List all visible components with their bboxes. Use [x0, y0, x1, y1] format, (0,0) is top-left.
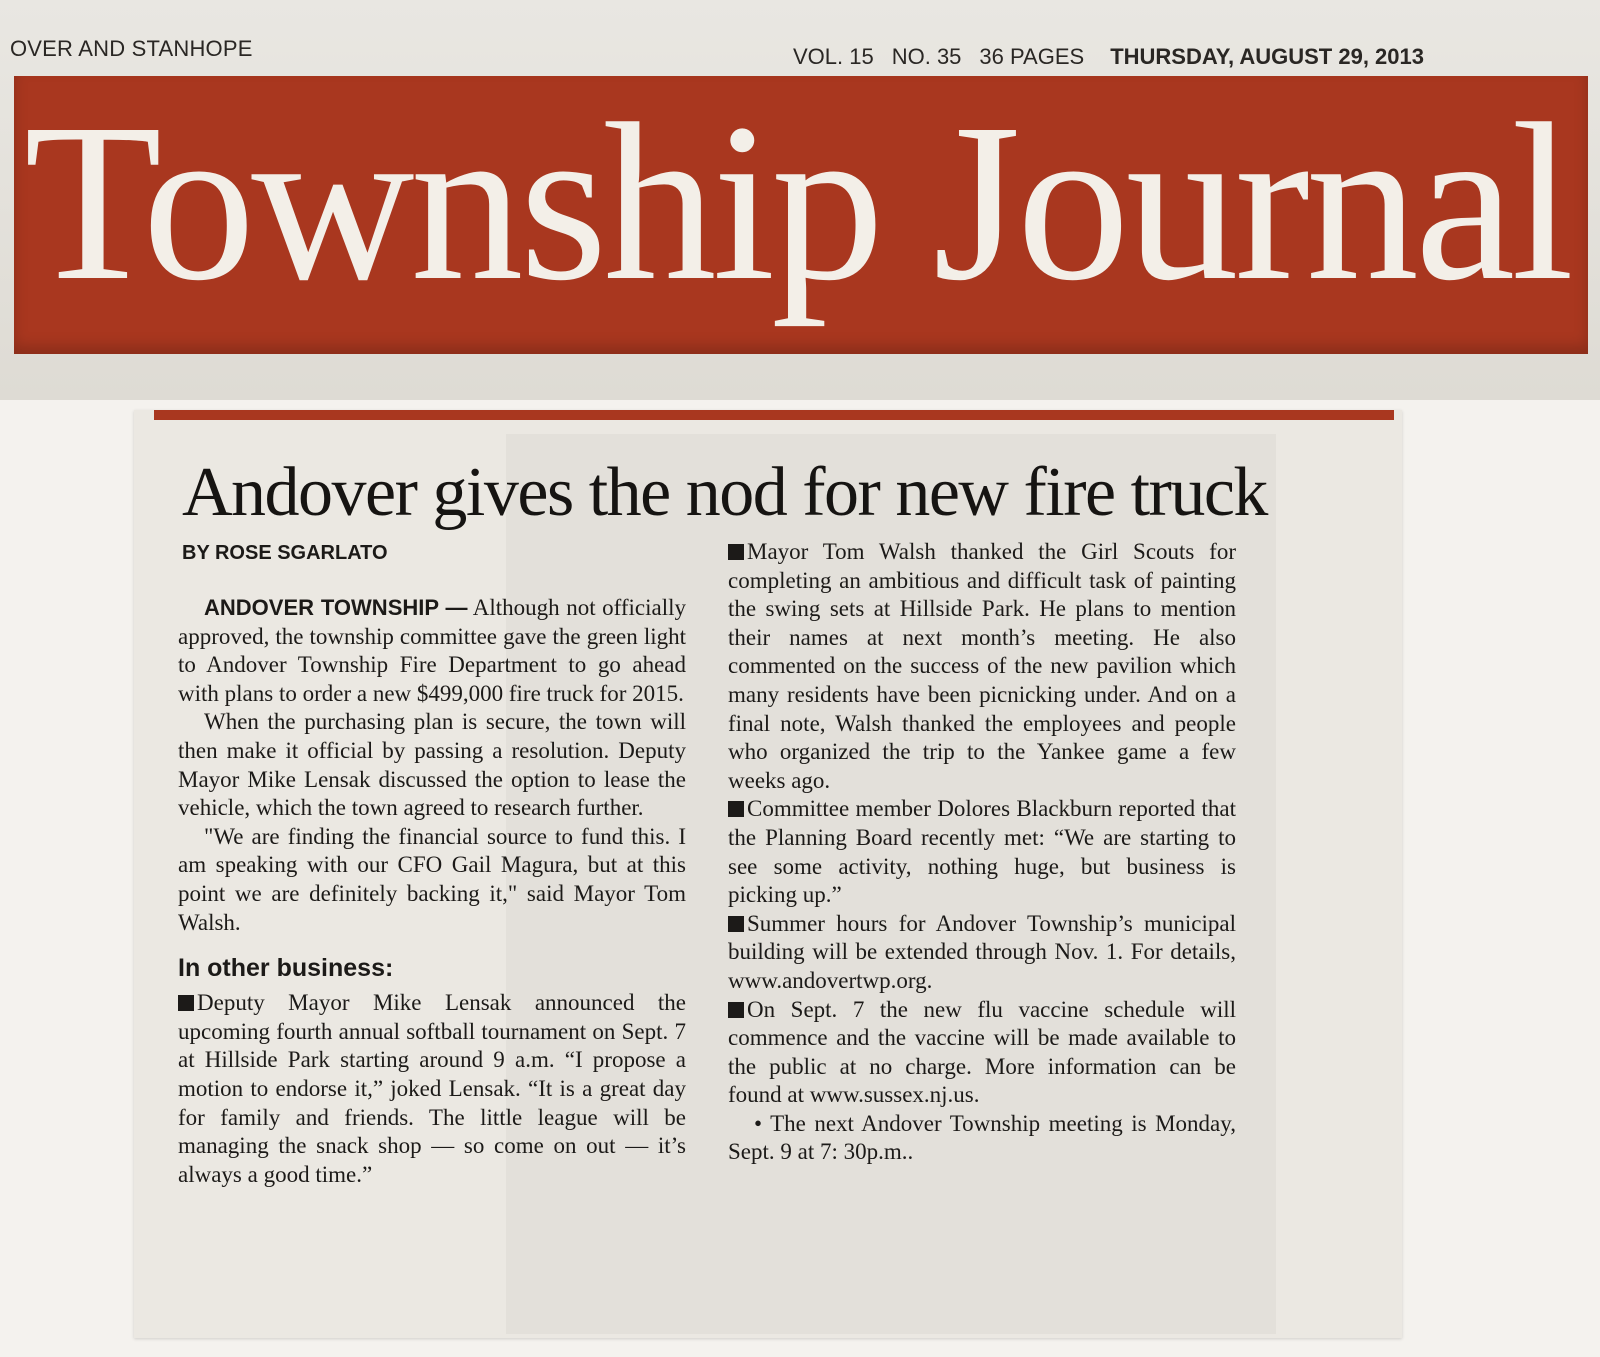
masthead-title: Township Journal [24, 77, 1571, 327]
issue-info [793, 44, 1424, 78]
closing-item-text: The next Andover Township meeting is Monday, Sept. 9 at 7: 30p.m.. [728, 1110, 1236, 1165]
round-bullet-icon: • [754, 1110, 763, 1136]
square-bullet-icon [178, 995, 194, 1011]
article-dateline: ANDOVER TOWNSHIP — [204, 595, 468, 620]
issue-volume: VOL. 15 [793, 44, 874, 69]
issue-pages: 36 PAGES [979, 44, 1085, 69]
business-item [728, 996, 1236, 1110]
square-bullet-icon [728, 1002, 744, 1018]
article-top-rule [154, 410, 1394, 420]
article-column-left [178, 594, 686, 1189]
closing-item [728, 1110, 1236, 1167]
issue-date: THURSDAY, AUGUST 29, 2013 [1110, 44, 1424, 69]
business-item [728, 795, 1236, 909]
article-paragraph [178, 594, 686, 708]
article-headline: Andover gives the nod for new fire truck [182, 454, 1267, 531]
business-item-text: Mayor Tom Walsh thanked the Girl Scouts for completing an ambitious and difficult task of painting the swing sets at Hillside Park. He plans to mention their names at next month’s meeting. He also commented on the success of the new pavilion which many residents have been picnicking under. And on a final note, Walsh thanked the employees and people who organized the trip to the Yankee game a few weeks ago. [728, 539, 1236, 793]
business-item-text: Committee member Dolores Blackburn reported that the Planning Board recently met: “We are starting to see some activity, nothing huge, but business is picking up.” [728, 796, 1236, 908]
article-subhead: In other business: [178, 954, 394, 983]
business-item [178, 989, 686, 1189]
square-bullet-icon [728, 544, 744, 560]
business-item-text: Deputy Mayor Mike Lensak announced the upcoming fourth annual softball tournament on Sept. 7 at Hillside Park starting around 9 a.m. “I propose a motion to endorse it,” joked Lensak. “It is a great day for family and friends. The little league will be managing the snack shop — so come on out — it’s always a good time.” [178, 990, 686, 1187]
article-column-right [728, 538, 1236, 1167]
square-bullet-icon [728, 801, 744, 817]
masthead-kicker: OVER AND STANHOPE [10, 36, 253, 61]
business-item-text: On Sept. 7 the new flu vaccine schedule will commence and the vaccine will be made available to the public at no charge. More information can be found at www.sussex.nj.us. [728, 996, 1236, 1108]
business-item [728, 538, 1236, 795]
business-item [728, 910, 1236, 996]
article-lead-text: Although not officially approved, the township committee gave the green light to Andover Township Fire Department to go ahead with plans to order a new $499,000 fire truck for 2015. [178, 595, 686, 706]
article-byline: BY ROSE SGARLATO [182, 542, 388, 564]
business-item-text: Summer hours for Andover Township’s municipal building will be extended through Nov. 1. For details, www.andovertwp.org. [728, 910, 1236, 993]
square-bullet-icon [728, 916, 744, 932]
article-paragraph: When the purchasing plan is secure, the town will then make it official by passing a resolution. Deputy Mayor Mike Lensak discussed the option to lease the vehicle, which the town agreed to research further. [178, 709, 686, 821]
issue-number: NO. 35 [891, 44, 962, 69]
article-clipping [134, 410, 1402, 1338]
article-paragraph: "We are finding the financial source to fund this. I am speaking with our CFO Gail Magura, but at this point we are definitely backing it," said Mayor Tom Walsh. [178, 823, 686, 935]
